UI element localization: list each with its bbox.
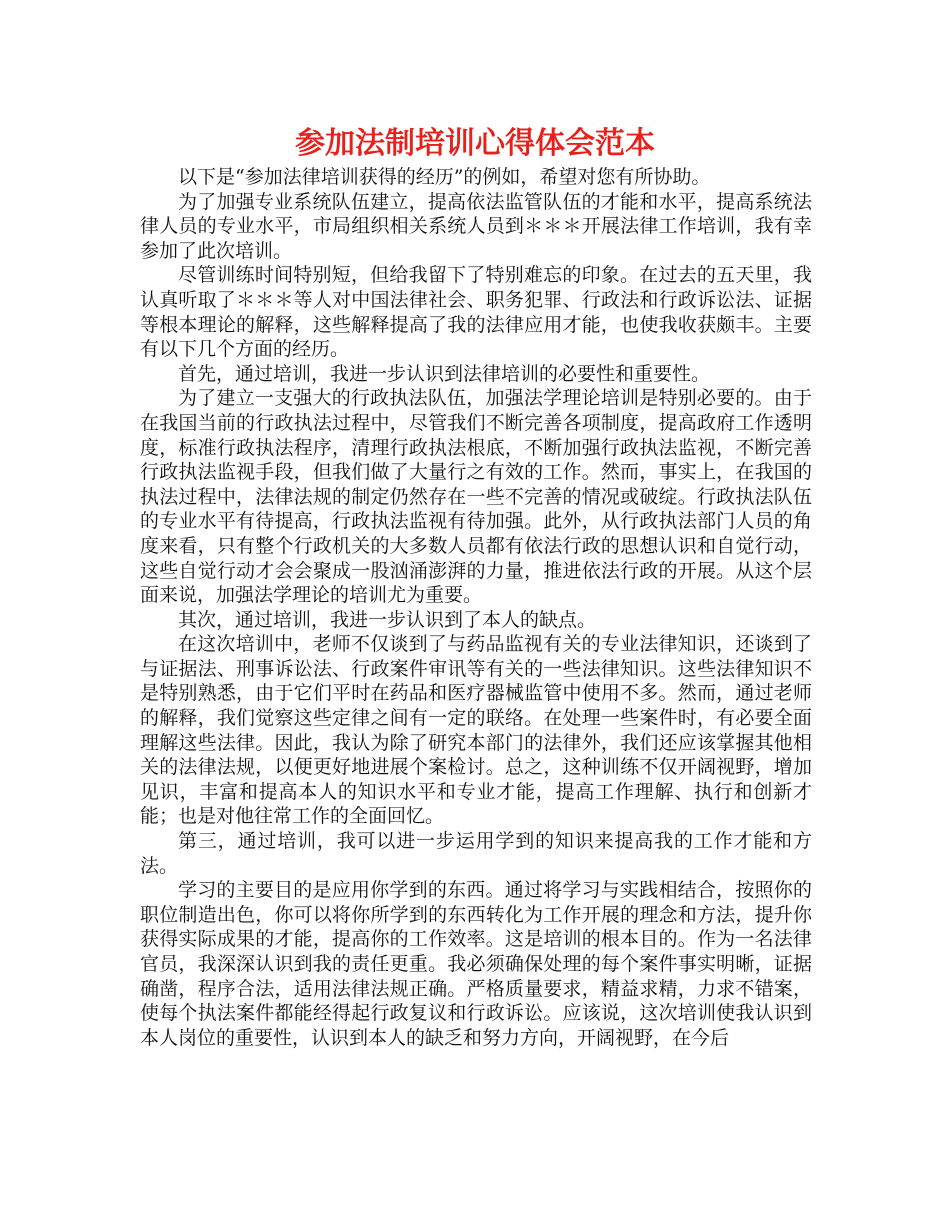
paragraph: 在这次培训中，老师不仅谈到了与药品监视有关的专业法律知识，还谈到了与证据法、刑事诉讼法、行政案件审讯等有关的一些法律知识。这些法律知识不是特别熟悉，由于它们平时在药品和医疗器械监管中使用不多。然而，通过老师的解释，我们觉察这些定律之间有一定的联络。在处理一些案件时，有必要全面理解这些法律。因此，我认为除了研究本部门的法律外，我们还应该掌握其他相关的法律法规，以便更好地进展个案检讨。总之，这种训练不仅开阔视野，增加见识，丰富和提高本人的知识水平和专业才能，提高工作理解、执行和创新才能；也是对他往常工作的全面回忆。 bbox=[140, 633, 812, 828]
paragraph: 第三，通过培训，我可以进一步运用学到的知识来提高我的工作才能和方法。 bbox=[140, 830, 812, 877]
paragraph: 学习的主要目的是应用你学到的东西。通过将学习与实践相结合，按照你的职位制造出色，你可以将你所学到的东西转化为工作开展的理念和方法，提升你获得实际成果的才能，提高你的工作效率。这是培训的根本目的。作为一名法律官员，我深深认识到我的责任更重。我必须确保处理的每个案件事实明晰，证据确凿，程序合法，适用法律法规正确。严格质量要求，精益求精，力求不错案，使每个执法案件都能经得起行政复议和行政诉讼。应该说，这次培训使我认识到本人岗位的重要性，认识到本人的缺乏和努力方向，开阔视野，在今后 bbox=[140, 879, 812, 1049]
document-title: 参加法制培训心得体会范本 bbox=[295, 126, 655, 161]
paragraph: 尽管训练时间特别短，但给我留下了特别难忘的印象。在过去的五天里，我认真听取了＊＊＊等人对中国法律社会、职务犯罪、行政法和行政诉讼法、证据等根本理论的解释，这些解释提高了我的法律应用才能，也使我收获颇丰。主要有以下几个方面的经历。 bbox=[140, 264, 812, 361]
paragraph: 为了加强专业系统队伍建立，提高依法监管队伍的才能和水平，提高系统法律人员的专业水平，市局组织相关系统人员到＊＊＊开展法律工作培训，我有幸参加了此次培训。 bbox=[140, 190, 812, 262]
paragraph: 首先，通过培训，我进一步认识到法律培训的必要性和重要性。 bbox=[178, 362, 711, 385]
document-body bbox=[140, 165, 812, 1050]
paragraph: 以下是“参加法律培训获得的经历”的例如，希望对您有所协助。 bbox=[178, 166, 711, 188]
paragraph: 为了建立一支强大的行政执法队伍，加强法学理论培训是特别必要的。由于在我国当前的行政执法过程中，尽管我们不断完善各项制度，提高政府工作透明度，标准行政执法程序，清理行政执法根底，不断加强行政执法监视，不断完善行政执法监视手段，但我们做了大量行之有效的工作。然而，事实上，在我国的执法过程中，法律法规的制定仍然存在一些不完善的情况或破绽。行政执法队伍的专业水平有待提高，行政执法监视有待加强。此外，从行政执法部门人员的角度来看，只有整个行政机关的大多数人员都有依法行政的思想认识和自觉行动，这些自觉行动才会会聚成一股汹涌澎湃的力量，推进依法行政的开展。从这个层面来说，加强法学理论的培训尤为重要。 bbox=[140, 387, 812, 607]
paragraph: 其次，通过培训，我进一步认识到了本人的缺点。 bbox=[178, 608, 597, 631]
